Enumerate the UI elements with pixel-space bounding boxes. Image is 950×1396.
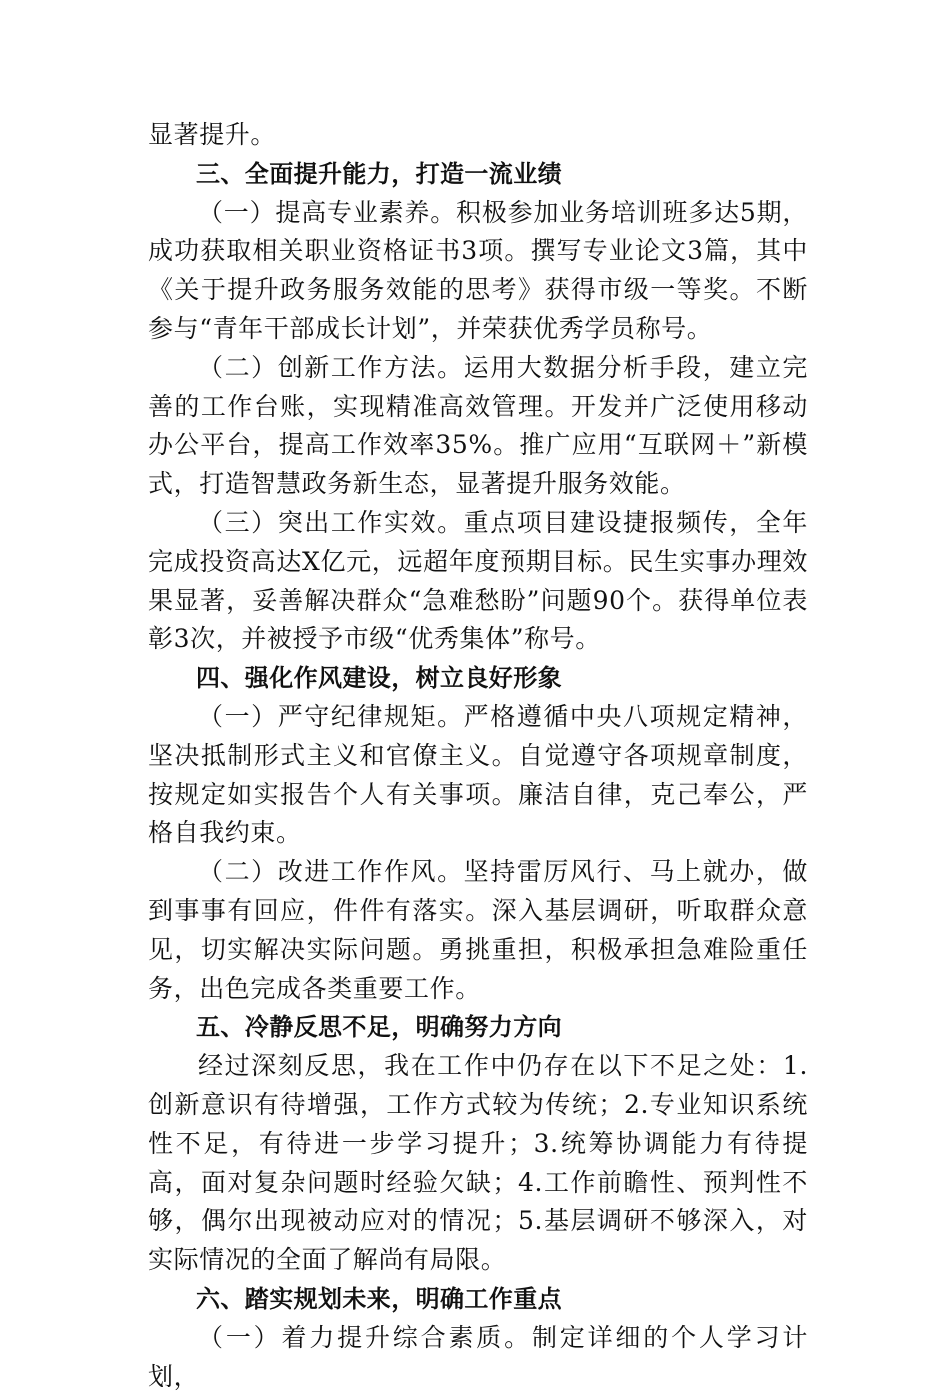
paragraph-professional-quality: （一）提高专业素养。积极参加业务培训班多达5期，成功获取相关职业资格证书3项。撰写专业论文3篇，其中《关于提升政务服务效能的思考》获得市级一等奖。不断参与“青年干部成长计划”，并荣获优秀学员称号。 (148, 197, 808, 343)
section-heading-3: 三、全面提升能力，打造一流业绩 (196, 159, 562, 188)
section-heading-4: 四、强化作风建设，树立良好形象 (196, 664, 562, 693)
document-body (148, 116, 808, 1396)
paragraph-innovative-methods: （二）创新工作方法。运用大数据分析手段，建立完善的工作台账，实现精准高效管理。开发并广泛使用移动办公平台，提高工作效率35%。推广应用“互联网＋”新模式，打造智慧政务新生态，显著提升服务效能。 (148, 352, 808, 499)
paragraph-work-style: （二）改进工作作风。坚持雷厉风行、马上就办，做到事事有回应，件件有落实。深入基层调研，听取群众意见，切实解决实际问题。勇挑重担，积极承担急难险重任务，出色完成各类重要工作。 (148, 857, 808, 1003)
paragraph-continuation: 显著提升。 (148, 120, 277, 149)
section-heading-5: 五、冷静反思不足，明确努力方向 (196, 1013, 562, 1042)
paragraph-work-results: （三）突出工作实效。重点项目建设捷报频传，全年完成投资高达X亿元，远超年度预期目标。民生实事办理效果显著，妥善解决群众“急难愁盼”问题90个。获得单位表彰3次，并被授予市级“优秀集体”称号。 (148, 507, 808, 654)
paragraph-discipline: （一）严守纪律规矩。严格遵循中央八项规定精神，坚决抵制形式主义和官僚主义。自觉遵守各项规章制度，按规定如实报告个人有关事项。廉洁自律，克己奉公，严格自我约束。 (148, 701, 808, 848)
paragraph-future-plan: （一）着力提升综合素质。制定详细的个人学习计划， (148, 1322, 808, 1391)
section-heading-6: 六、踏实规划未来，明确工作重点 (196, 1284, 562, 1313)
paragraph-shortcomings: 经过深刻反思，我在工作中仍存在以下不足之处：1.创新意识有待增强，工作方式较为传统；2.专业知识系统性不足，有待进一步学习提升；3.统筹协调能力有待提高，面对复杂问题时经验欠缺；4.工作前瞻性、预判性不够，偶尔出现被动应对的情况；5.基层调研不够深入，对实际情况的全面了解尚有局限。 (148, 1051, 808, 1275)
